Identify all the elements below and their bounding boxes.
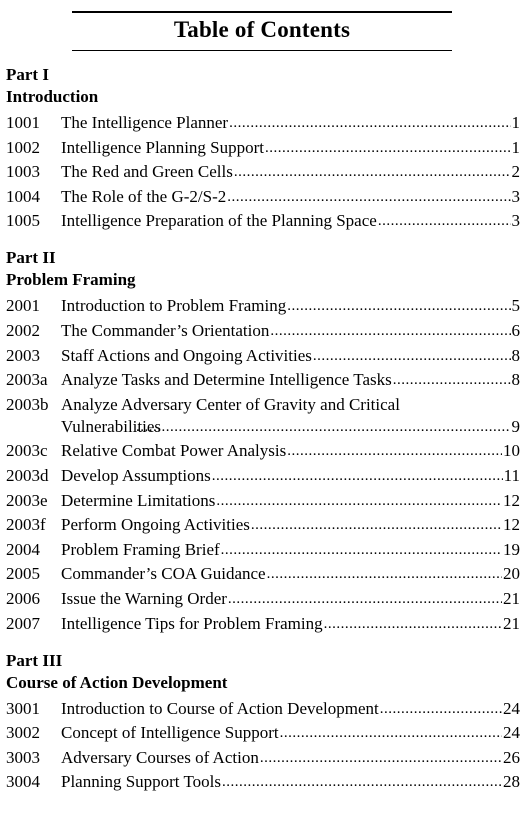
entry-title: Concept of Intelligence Support xyxy=(61,723,279,743)
entry-number: 3003 xyxy=(6,747,40,767)
entry-title: Planning Support Tools xyxy=(61,772,222,792)
toc-entry[interactable] xyxy=(6,161,520,183)
title-rule-bottom xyxy=(72,50,452,51)
toc-entry[interactable] xyxy=(6,771,520,793)
dot-leader xyxy=(212,465,503,487)
dot-leader xyxy=(222,771,502,793)
entry-title: Perform Ongoing Activities xyxy=(61,515,250,535)
dot-leader xyxy=(136,416,511,438)
entry-page: 12 xyxy=(503,515,520,535)
toc-entry[interactable] xyxy=(6,112,520,134)
toc-entry[interactable] xyxy=(6,588,520,610)
part-title: Course of Action Development xyxy=(6,672,228,692)
toc-entry[interactable] xyxy=(6,490,520,512)
toc-entry[interactable] xyxy=(6,394,520,438)
toc-entry[interactable] xyxy=(6,345,520,367)
toc-entry[interactable] xyxy=(6,137,520,159)
entry-page: 12 xyxy=(503,490,520,510)
part-number: Part II xyxy=(6,248,56,268)
entry-title: Determine Limitations xyxy=(61,490,216,510)
part-number: Part I xyxy=(6,65,49,84)
entry-title: Analyze Adversary Center of Gravity and Critical Vulnerabilities xyxy=(61,394,400,436)
entry-page: 8 xyxy=(511,345,520,365)
part-section xyxy=(6,247,520,634)
entry-title: The Commander’s Orientation xyxy=(61,320,270,340)
entry-page: 5 xyxy=(511,296,520,316)
entry-title: Develop Assumptions xyxy=(61,465,211,485)
entry-title: Analyze Tasks and Determine Intelligence Tasks xyxy=(61,370,392,390)
entry-number: 1001 xyxy=(6,113,40,132)
toc-entry[interactable] xyxy=(6,295,520,317)
entry-title: The Red and Green Cells xyxy=(61,162,233,182)
toc-entry[interactable] xyxy=(6,539,520,561)
part-title: Introduction xyxy=(6,87,99,106)
toc-entry[interactable] xyxy=(6,465,520,487)
entry-page: 8 xyxy=(511,370,520,390)
entry-number: 2003d xyxy=(6,465,49,485)
entry-page: 3 xyxy=(511,186,520,206)
dot-leader xyxy=(234,161,511,183)
dot-leader xyxy=(287,440,502,462)
entry-number: 3004 xyxy=(6,772,40,792)
entry-page: 3 xyxy=(511,211,520,231)
part-section xyxy=(6,64,520,232)
dot-leader xyxy=(313,345,511,367)
entry-number: 1005 xyxy=(6,211,40,231)
dot-leader xyxy=(221,539,502,561)
toc-entry[interactable] xyxy=(6,369,520,391)
entry-page: 20 xyxy=(503,564,520,584)
toc-entry[interactable] xyxy=(6,186,520,208)
entry-title: Relative Combat Power Analysis xyxy=(61,441,287,461)
entry-title: Staff Actions and Ongoing Activities xyxy=(61,345,312,365)
toc-entry[interactable] xyxy=(6,210,520,232)
entry-title: Introduction to Course of Action Development xyxy=(61,698,379,718)
dot-leader xyxy=(260,747,502,769)
entry-number: 2003c xyxy=(6,441,48,461)
toc-entry[interactable] xyxy=(6,514,520,536)
entry-title: Commander’s COA Guidance xyxy=(61,564,266,584)
part-title: Problem Framing xyxy=(6,270,136,290)
dot-leader xyxy=(265,137,510,159)
dot-leader xyxy=(227,186,510,208)
toc-entry[interactable] xyxy=(6,613,520,635)
dot-leader xyxy=(280,722,502,744)
entry-page: 1 xyxy=(511,113,520,132)
entry-title: The Role of the G-2/S-2 xyxy=(61,186,227,206)
entry-page: 10 xyxy=(503,441,520,461)
entry-number: 2003e xyxy=(6,490,48,510)
entry-number: 3001 xyxy=(6,698,40,718)
entry-number: 1004 xyxy=(6,186,40,206)
entry-number: 3002 xyxy=(6,723,40,743)
part-section xyxy=(6,650,520,794)
toc-entry[interactable] xyxy=(6,440,520,462)
dot-leader xyxy=(229,112,510,134)
toc-entry[interactable] xyxy=(6,698,520,720)
entry-number: 2003b xyxy=(6,394,49,414)
dot-leader xyxy=(287,295,510,317)
entry-title: Intelligence Preparation of the Planning Space xyxy=(61,211,377,231)
entry-number: 2005 xyxy=(6,564,40,584)
entry-page: 6 xyxy=(511,320,520,340)
title-rule-top xyxy=(72,11,452,13)
entry-title: The Intelligence Planner xyxy=(61,113,229,132)
part-number: Part III xyxy=(6,650,63,670)
dot-leader xyxy=(380,698,502,720)
toc-entry[interactable] xyxy=(6,563,520,585)
entry-number: 2006 xyxy=(6,588,40,608)
entry-number: 2003 xyxy=(6,345,40,365)
entry-page: 9 xyxy=(511,416,520,436)
dot-leader xyxy=(267,563,502,585)
dot-leader xyxy=(393,369,511,391)
entry-page: 28 xyxy=(503,772,520,792)
entry-number: 1003 xyxy=(6,162,40,182)
entry-number: 2003f xyxy=(6,515,46,535)
entry-page: 19 xyxy=(503,539,520,559)
entry-title: Adversary Courses of Action xyxy=(61,747,259,767)
entry-page: 11 xyxy=(503,465,520,485)
entry-number: 2001 xyxy=(6,296,40,316)
entry-page: 26 xyxy=(503,747,520,767)
entry-title: Intelligence Planning Support xyxy=(61,137,265,157)
entry-title: Introduction to Problem Framing xyxy=(61,296,287,316)
entry-number: 2004 xyxy=(6,539,40,559)
table-of-contents xyxy=(6,64,520,796)
entry-title: Issue the Warning Order xyxy=(61,588,227,608)
toc-entry[interactable] xyxy=(6,747,520,769)
entry-number: 2002 xyxy=(6,320,40,340)
dot-leader xyxy=(228,588,502,610)
entry-page: 24 xyxy=(503,698,520,718)
entry-page: 24 xyxy=(503,723,520,743)
entry-title: Problem Framing Brief xyxy=(61,539,220,559)
dot-leader xyxy=(324,613,502,635)
dot-leader xyxy=(378,210,511,232)
entry-page: 21 xyxy=(503,588,520,608)
entry-page: 2 xyxy=(511,162,520,182)
dot-leader xyxy=(251,514,502,536)
dot-leader xyxy=(270,320,510,342)
toc-entry[interactable] xyxy=(6,722,520,744)
dot-leader xyxy=(216,490,502,512)
entry-number: 1002 xyxy=(6,137,40,157)
entry-page: 1 xyxy=(511,137,520,157)
entry-title: Intelligence Tips for Problem Framing xyxy=(61,613,323,633)
toc-entry[interactable] xyxy=(6,320,520,342)
entry-number: 2003a xyxy=(6,370,48,390)
entry-number: 2007 xyxy=(6,613,40,633)
entry-page: 21 xyxy=(503,613,520,633)
page-title: Table of Contents xyxy=(173,17,351,42)
